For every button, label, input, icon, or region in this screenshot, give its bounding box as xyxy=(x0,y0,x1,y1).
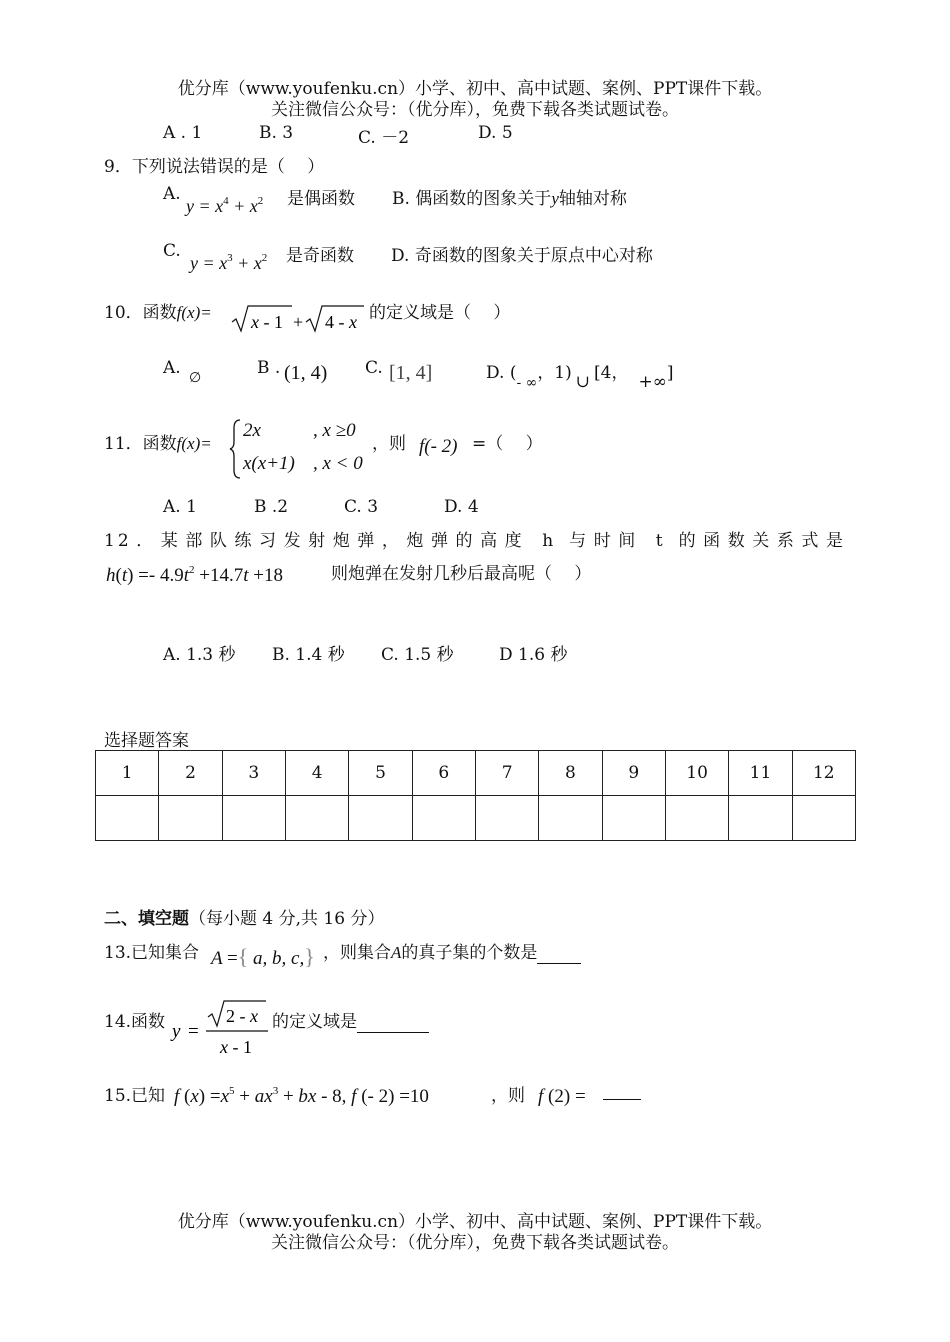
svg-text:2 - x: 2 - x xyxy=(226,1006,258,1026)
answer-blank-cell[interactable] xyxy=(729,796,792,841)
q13-post-text: ，则集合 xyxy=(323,943,391,963)
q14-post-text: 的定义域是 xyxy=(272,1012,357,1032)
answer-header-cell: 6 xyxy=(412,751,475,796)
q15-query: f (2) = xyxy=(538,1086,586,1107)
q14-pre: 14.函数 xyxy=(104,1012,166,1032)
answer-table-title: 选择题答案 xyxy=(104,731,189,751)
q10-d-end: ] xyxy=(666,363,674,383)
q8-option-a: A . 1 xyxy=(163,123,203,143)
answer-blank-cell[interactable] xyxy=(539,796,602,841)
q9-option-a-label: A. xyxy=(163,184,181,204)
answer-blank-cell[interactable] xyxy=(792,796,855,841)
q12-option-d: D 1.6 秒 xyxy=(499,645,568,665)
q10-stem xyxy=(104,298,212,323)
q13-pre: 13.已知集合 xyxy=(104,943,200,963)
q11-option-d: D. 4 xyxy=(444,497,479,517)
q12-option-b: B. 1.4 秒 xyxy=(272,645,345,665)
answer-header-cell: 9 xyxy=(602,751,665,796)
q12-stem: 12．某部队练习发射炮弹，炮弹的高度 h 与时间 t 的函数关系式是 xyxy=(104,531,846,551)
answer-blank-cell[interactable] xyxy=(159,796,222,841)
q13-post xyxy=(323,938,581,964)
footer-line-1: 优分库（www.youfenku.cn）小学、初中、高中试题、案例、PPT课件下载。 xyxy=(177,1212,773,1232)
q15-pre: 15.已知 xyxy=(104,1086,166,1106)
q9-option-b-var: y xyxy=(551,189,559,208)
svg-text:=: = xyxy=(188,1021,199,1042)
header-line-2: 关注微信公众号：（优分库），免费下载各类试题试卷。 xyxy=(271,100,679,120)
q10-d-pre: D. ( xyxy=(486,363,517,383)
q14-answer-blank[interactable] xyxy=(357,1012,429,1033)
q10-option-c-formula: [1, 4] xyxy=(389,362,433,384)
q11-query: f(- 2) xyxy=(419,436,458,457)
section2-heading xyxy=(104,904,384,929)
answer-header-cell: 7 xyxy=(475,751,538,796)
svg-text:y: y xyxy=(172,1021,181,1042)
answer-header-cell: 11 xyxy=(729,751,792,796)
q10-fx: f(x)= xyxy=(176,303,212,322)
q10-d-inf-pos: +∞ xyxy=(638,372,667,392)
q9-option-c-formula: $y = x^3 + x^2$ xyxy=(190,252,268,273)
q10-formula xyxy=(230,302,366,334)
union-icon: ∪ xyxy=(575,372,591,392)
answer-table-blank-row xyxy=(96,796,856,841)
q11-option-a: A. 1 xyxy=(163,497,197,517)
q15-mid: ，则 xyxy=(491,1086,525,1106)
answer-blank-cell[interactable] xyxy=(412,796,475,841)
answer-blank-cell[interactable] xyxy=(665,796,728,841)
svg-text:+: + xyxy=(293,312,304,332)
q11-tail: =（ ） xyxy=(472,434,543,454)
q13-answer-blank[interactable] xyxy=(537,943,581,964)
q11-option-c: C. 3 xyxy=(344,497,379,517)
q13-post-text2: 的真子集的个数是 xyxy=(401,943,538,963)
svg-text:x - 1: x - 1 xyxy=(220,1037,252,1057)
q12-formula: $h(t) =- 4.9t^2 +14.7t +18$ xyxy=(106,564,283,586)
q11-stem xyxy=(104,429,212,454)
q10-d-inf-neg: - ∞ xyxy=(516,375,538,391)
q10-option-b-formula: (1, 4) xyxy=(284,362,328,384)
q9-option-a-text: 是偶函数 xyxy=(287,189,355,209)
q10-d-mid: ，1) xyxy=(537,363,572,383)
svg-text:4 - x: 4 - x xyxy=(325,312,357,332)
q9-option-b xyxy=(392,184,627,209)
answer-header-cell: 12 xyxy=(792,751,855,796)
answer-header-cell: 2 xyxy=(159,751,222,796)
answer-blank-cell[interactable] xyxy=(96,796,159,841)
q11-fx: f(x)= xyxy=(176,434,212,453)
footer-line-2: 关注微信公众号：（优分库），免费下载各类试题试卷。 xyxy=(271,1233,679,1253)
q9-option-a-formula: $y = x^4 + x^2$ xyxy=(186,195,264,216)
q11-case1-expr: 2x xyxy=(243,420,261,441)
q10-option-d xyxy=(486,358,674,392)
answer-header-cell: 4 xyxy=(285,751,348,796)
q11-case1-cond: , x ≥0 xyxy=(313,420,356,441)
answer-header-cell: 1 xyxy=(96,751,159,796)
answer-blank-cell[interactable] xyxy=(222,796,285,841)
section2-title: 二、填空题 xyxy=(104,909,189,929)
q12-option-a: A. 1.3 秒 xyxy=(163,645,236,665)
answer-blank-cell[interactable] xyxy=(349,796,412,841)
answer-table xyxy=(95,750,856,841)
answer-header-cell: 8 xyxy=(539,751,602,796)
q14-formula xyxy=(170,997,270,1061)
answer-table-header-row xyxy=(96,751,856,796)
q11-stem-pre: 11．函数 xyxy=(104,434,177,454)
q15-formula: f $(x) =x^5 + ax^3$ + bx - 8, f (- 2) =10 xyxy=(174,1085,429,1107)
q12-option-c: C. 1.5 秒 xyxy=(381,645,454,665)
q11-option-b: B .2 xyxy=(254,497,289,517)
q12-tail: 则炮弹在发射几秒后最高呢（ ） xyxy=(331,564,592,584)
header-line-1: 优分库（www.youfenku.cn）小学、初中、高中试题、案例、PPT课件下载。 xyxy=(177,79,773,99)
answer-blank-cell[interactable] xyxy=(602,796,665,841)
answer-blank-cell[interactable] xyxy=(475,796,538,841)
q14-post xyxy=(272,1007,429,1033)
q8-option-c: C. －2 xyxy=(358,128,410,148)
answer-header-cell: 3 xyxy=(222,751,285,796)
q10-option-a-label: A. xyxy=(163,358,181,378)
q10-stem-post: 的定义域是（ ） xyxy=(369,303,511,323)
q11-brace xyxy=(228,418,242,480)
q9-option-d-text: D. 奇函数的图象关于原点中心对称 xyxy=(391,246,653,266)
answer-blank-cell[interactable] xyxy=(285,796,348,841)
empty-set-icon: ∅ xyxy=(189,370,202,386)
q8-option-b: B. 3 xyxy=(259,123,294,143)
q10-option-b-label: B . xyxy=(257,358,281,378)
q9-option-b-text: B. 偶函数的图象关于 xyxy=(392,189,552,209)
q9-option-c-text: 是奇函数 xyxy=(286,246,354,266)
q9-stem: 9．下列说法错误的是（ ） xyxy=(104,157,325,177)
q13-formula: A ={ a, b, c,} xyxy=(211,944,315,969)
q9-option-b-text2: 轴轴对称 xyxy=(558,189,627,209)
q10-option-c-label: C. xyxy=(365,358,383,378)
q11-case2-cond: , x < 0 xyxy=(313,453,363,474)
q8-option-d: D. 5 xyxy=(478,123,513,143)
answer-header-cell: 5 xyxy=(349,751,412,796)
q10-d-right: [4， xyxy=(594,363,629,383)
q13-var: A xyxy=(391,943,402,962)
svg-text:x - 1: x - 1 xyxy=(251,312,283,332)
q15-answer-blank[interactable] xyxy=(603,1099,641,1100)
q11-case2-expr: x(x+1) xyxy=(243,453,295,474)
q9-option-c-label: C. xyxy=(163,241,181,261)
q11-then: ，则 xyxy=(372,434,406,454)
section2-note: （每小题 4 分,共 16 分） xyxy=(189,909,385,929)
q10-stem-pre: 10．函数 xyxy=(104,303,177,323)
answer-header-cell: 10 xyxy=(665,751,728,796)
